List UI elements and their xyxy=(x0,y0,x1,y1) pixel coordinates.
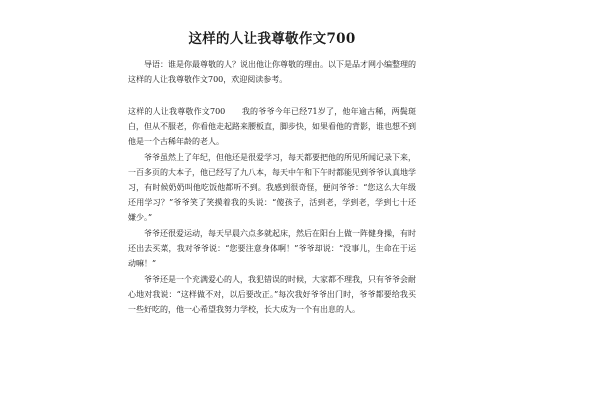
body-paragraph-2: 爷爷虽然上了年纪，但他还是很爱学习，每天都要把他的所见所闻记录下来，一百多页的大本子，他已经写了九八本，每天中午和下午时都能见到爷爷认真地学习，有时候奶奶叫他吃饭他都听不到。我感到很奇怪，便问爷爷：“您这么大年级还用学习？”爷爷笑了笑摸着我的头说：“傻孩子，活到老，学到老，学到七十还嫌少。” xyxy=(128,153,416,222)
document-title: 这样的人让我尊敬作文700 xyxy=(188,31,356,47)
document-page xyxy=(128,30,416,318)
body-paragraph-4: 爷爷还是一个充满爱心的人，我犯错误的时候，大家都不理我，只有爷爷会耐心地对我说：“这样做不对，以后要改正。”每次我好爷爷出门时，爷爷都要给我买一些好吃的，他一心希望我努力学校，长大成为一个有出息的人。 xyxy=(128,275,416,314)
body-paragraph-3: 爷爷还很爱运动，每天早晨六点多就起床，然后在阳台上做一阵健身操，有时还出去买菜，我对爷爷说：“您要注意身体啊！”爷爷却说：“没事儿，生命在于运动嘛！” xyxy=(128,229,416,268)
intro-paragraph: 导语：谁是你最尊敬的人？说出他让你尊敬的理由。以下是品才网小编整理的这样的人让我尊敬作文700，欢迎阅读参考。 xyxy=(128,60,416,84)
body-paragraph-1: 这样的人让我尊敬作文700 我的爷爷今年已经71岁了，他年逾古稀，两鬓斑白，但从不服老，你看他走起路来腰板直，脚步快，如果看他的背影，谁也想不到他是一个古稀年龄的老人。 xyxy=(128,107,416,146)
